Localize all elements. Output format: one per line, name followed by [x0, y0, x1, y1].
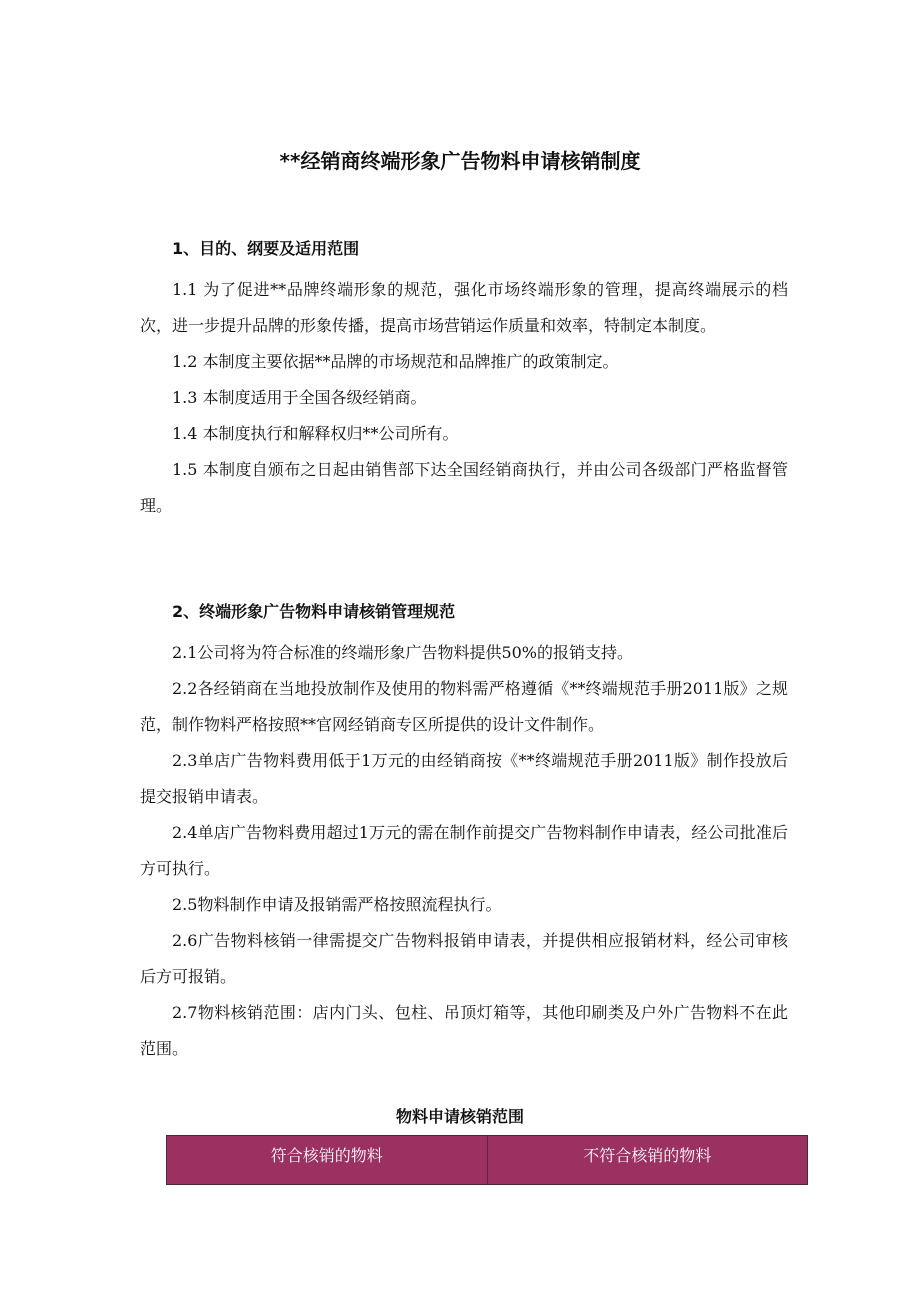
paragraph-2-2: 2.2各经销商在当地投放制作及使用的物料需严格遵循《**终端规范手册2011版》之规范，制作物料严格按照**官网经销商专区所提供的设计文件制作。: [140, 679, 788, 734]
section-heading: 1、目的、纲要及适用范围: [172, 239, 360, 258]
paragraph-1-2: 1.2 本制度主要依据**品牌的市场规范和品牌推广的政策制定。: [172, 352, 619, 371]
table-caption: 物料申请核销范围: [395, 1107, 524, 1126]
paragraph-2-4: 2.4单店广告物料费用超过1万元的需在制作前提交广告物料制作申请表，经公司批准后方可执行。: [140, 823, 788, 878]
table-header-eligible: 符合核销的物料: [167, 1136, 487, 1184]
paragraph-1-4: 1.4 本制度执行和解释权归**公司所有。: [172, 424, 459, 443]
paragraph-2-3: 2.3单店广告物料费用低于1万元的由经销商按《**终端规范手册2011版》制作投放后提交报销申请表。: [140, 751, 788, 806]
paragraph-2-1: 2.1公司将为符合标准的终端形象广告物料提供50%的报销支持。: [172, 643, 634, 662]
paragraph-1-5: 1.5 本制度自颁布之日起由销售部下达全国经销商执行，并由公司各级部门严格监督管理。: [140, 460, 788, 515]
section-1: [140, 238, 788, 524]
section-2: [140, 601, 788, 1067]
paragraph-2-6: 2.6广告物料核销一律需提交广告物料报销申请表，并提供相应报销材料，经公司审核后方可报销。: [140, 931, 788, 986]
paragraph-1-3: 1.3 本制度适用于全国各级经销商。: [172, 388, 427, 407]
paragraph-2-7: 2.7物料核销范围：店内门头、包柱、吊顶灯箱等，其他印刷类及户外广告物料不在此范围。: [140, 1003, 788, 1058]
section-heading: 2、终端形象广告物料申请核销管理规范: [172, 602, 456, 621]
paragraph-1-1: 1.1 为了促进**品牌终端形象的规范，强化市场终端形象的管理，提高终端展示的档次，进一步提升品牌的形象传播，提高市场营销运作质量和效率，特制定本制度。: [140, 280, 788, 335]
table-header-ineligible: 不符合核销的物料: [487, 1136, 808, 1184]
paragraph-2-5: 2.5物料制作申请及报销需严格按照流程执行。: [172, 895, 502, 914]
scope-table: [166, 1135, 808, 1185]
document-title: **经销商终端形象广告物料申请核销制度: [279, 149, 641, 173]
